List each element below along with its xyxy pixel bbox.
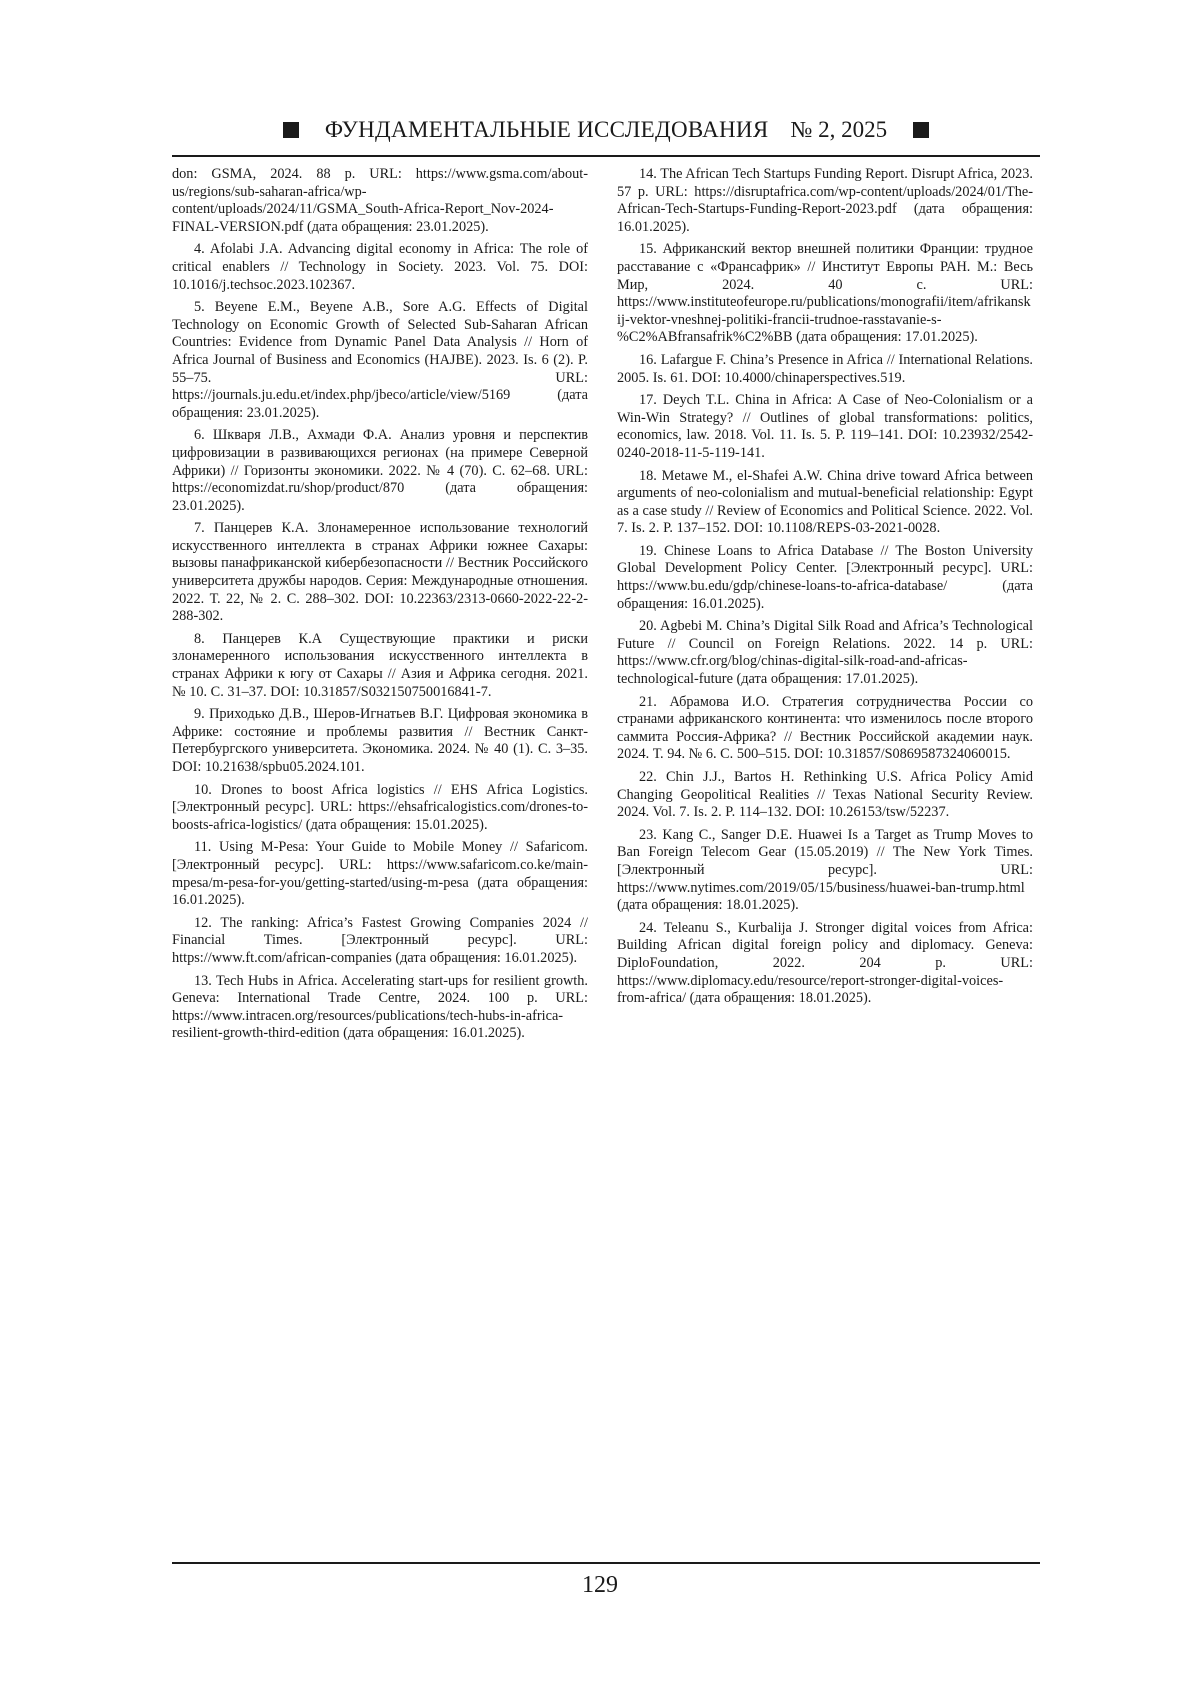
reference-item: 4. Afolabi J.A. Advancing digital economy in Africa: The role of critical enablers // Technology in Society. 2023. Vol. 75. DOI: 10.1016/j.techsoc.2023.102367. [172, 241, 588, 293]
reference-item: 7. Панцерев К.А. Злонамеренное использование технологий искусственного интеллекта в странах Африки южнее Сахары: вызовы панафриканской кибербезопасности // Вестник Российского университета дружбы народов. Серия: Международные отношения. 2022. Т. 22, № 2. С. 288–302. DOI: 10.22363/2313-0660-2022-22-2-288-302. [172, 520, 588, 625]
reference-item: 13. Tech Hubs in Africa. Accelerating start-ups for resilient growth. Geneva: International Trade Centre, 2024. 100 p. URL: https://www.intracen.org/resources/publications/tech-hubs-in-africa-resilient-growth-third-edition (дата обращения: 16.01.2025). [172, 972, 588, 1042]
reference-item: 17. Deych T.L. China in Africa: A Case of Neo-Colonialism or a Win-Win Strategy? // Outlines of global transformations: politics, economics, law. 2018. Vol. 11. Is. 5. P. 119–141. DOI: 10.23932/2542-0240-2018-11-5-119-141. [617, 392, 1033, 461]
footer-rule [172, 1562, 1040, 1564]
running-header [172, 110, 1040, 150]
reference-item: 10. Drones to boost Africa logistics // EHS Africa Logistics. [Электронный ресурс]. URL: https://ehsafricalogistics.com/drones-to-boosts-africa-logistics/ (дата обращения: 15.01.2025). [172, 781, 588, 833]
reference-item: don: GSMA, 2024. 88 p. URL: https://www.gsma.com/about-us/regions/sub-saharan-africa/wp-content/uploads/2024/11/GSMA_South-Africa-Report_Nov-2024-FINAL-VERSION.pdf (дата обращения: 23.01.2025). [172, 166, 588, 235]
reference-item: 24. Teleanu S., Kurbalija J. Stronger digital voices from Africa: Building African digital foreign policy and diplomacy. Geneva: DiploFoundation, 2022. 204 p. URL: https://www.diplomacy.edu/resource/report-stronger-digital-voices-from-africa/ (дата обращения: 18.01.2025). [617, 919, 1033, 1007]
reference-item: 16. Lafargue F. China’s Presence in Africa // International Relations. 2005. Is. 61. DOI: 10.4000/chinaperspectives.519. [617, 351, 1033, 386]
journal-title: ФУНДАМЕНТАЛЬНЫЕ ИССЛЕДОВАНИЯ [324, 117, 769, 142]
references-left-column [172, 166, 588, 1048]
reference-item: 12. The ranking: Africa’s Fastest Growing Companies 2024 // Financial Times. [Электронный ресурс]. URL: https://www.ft.com/african-companies (дата обращения: 16.01.2025). [172, 914, 588, 966]
header-rule [172, 155, 1040, 157]
reference-item: 19. Chinese Loans to Africa Database // The Boston University Global Development Policy Center. [Электронный ресурс]. URL: https://www.bu.edu/gdp/chinese-loans-to-africa-database/ (дата обращения: 16.01.2025). [617, 542, 1033, 612]
square-marker-icon [283, 122, 299, 138]
page-number: 129 [582, 1572, 618, 1598]
reference-item: 18. Metawe M., el-Shafei A.W. China drive toward Africa between arguments of neo-colonialism and mutual-beneficial relationship: Egypt as a case study // Review of Economics and Political Science. 2022. Vol. 7. Is. 2. P. 137–152. DOI: 10.1108/REPS-03-2021-0028. [617, 467, 1033, 537]
reference-item: 14. The African Tech Startups Funding Report. Disrupt Africa, 2023. 57 p. URL: https://disruptafrica.com/wp-content/uploads/2024/01/The-African-Tech-Startups-Funding-Report-2023.pdf (дата обращения: 16.01.2025). [617, 166, 1033, 235]
references-right-column [617, 166, 1033, 1013]
reference-item: 8. Панцерев К.А Существующие практики и риски злонамеренного использования искусственного интеллекта в странах Африки к югу от Сахары // Азия и Африка сегодня. 2021. № 10. С. 31–37. DOI: 10.31857/S032150750016841-7. [172, 630, 588, 700]
reference-item: 6. Шкваря Л.В., Ахмади Ф.А. Анализ уровня и перспектив цифровизации в развивающихся регионах (на примере Северной Африки) // Горизонты экономики. 2022. № 4 (70). С. 62–68. URL: https://economizdat.ru/shop/product/870 (дата обращения: 23.01.2025). [172, 427, 588, 514]
reference-item: 9. Приходько Д.В., Шеров-Игнатьев В.Г. Цифровая экономика в Африке: состояние и проблемы развития // Вестник Санкт-Петербургского университета. Экономика. 2024. № 40 (1). С. 3–35. DOI: 10.21638/spbu05.2024.101. [172, 706, 588, 775]
reference-item: 20. Agbebi M. China’s Digital Silk Road and Africa’s Technological Future // Council on Foreign Relations. 2022. 14 p. URL: https://www.cfr.org/blog/chinas-digital-silk-road-and-africas-technological-future (дата обращения: 17.01.2025). [617, 618, 1033, 688]
issue-number: № 2, 2025 [790, 117, 888, 142]
reference-item: 15. Африканский вектор внешней политики Франции: трудное расставание с «Франсафрик» // Институт Европы РАН. М.: Весь Мир, 2024. 40 с. URL: https://www.instituteofeurope.ru/publications/monografii/item/afrikanskij-vektor-vneshnej-politiki-francii-trudnoe-rasstavanie-s-%C2%ABfransafrik%C2%BB (дата обращения: 17.01.2025). [617, 241, 1033, 346]
reference-item: 23. Kang C., Sanger D.E. Huawei Is a Target as Trump Moves to Ban Foreign Telecom Gear (15.05.2019) // The New York Times. [Электронный ресурс]. URL: https://www.nytimes.com/2019/05/15/business/huawei-ban-trump.html (дата обращения: 18.01.2025). [617, 826, 1033, 914]
reference-item: 5. Beyene E.M., Beyene A.B., Sore A.G. Effects of Digital Technology on Economic Growth of Selected Sub-Saharan African Countries: Evidence from Dynamic Panel Data Analysis // Horn of Africa Journal of Business and Economics (HAJBE). 2023. Is. 6 (2). P. 55–75. URL: https://journals.ju.edu.et/index.php/jbeco/article/view/5169 (дата обращения: 23.01.2025). [172, 299, 588, 421]
reference-item: 11. Using M-Pesa: Your Guide to Mobile Money // Safaricom. [Электронный ресурс]. URL: https://www.safaricom.co.ke/main-mpesa/m-pesa-for-you/getting-started/using-m-pesa (дата обращения: 16.01.2025). [172, 839, 588, 909]
reference-item: 21. Абрамова И.О. Стратегия сотрудничества России со странами африканского континента: что изменилось после второго саммита Россия-Африка? // Вестник Российской академии наук. 2024. Т. 94. № 6. С. 500–515. DOI: 10.31857/S0869587324060015. [617, 693, 1033, 763]
square-marker-icon [913, 122, 929, 138]
reference-item: 22. Chin J.J., Bartos H. Rethinking U.S. Africa Policy Amid Changing Geopolitical Realities // Texas National Security Review. 2024. Vol. 7. Is. 2. P. 114–132. DOI: 10.26153/tsw/52237. [617, 769, 1033, 821]
